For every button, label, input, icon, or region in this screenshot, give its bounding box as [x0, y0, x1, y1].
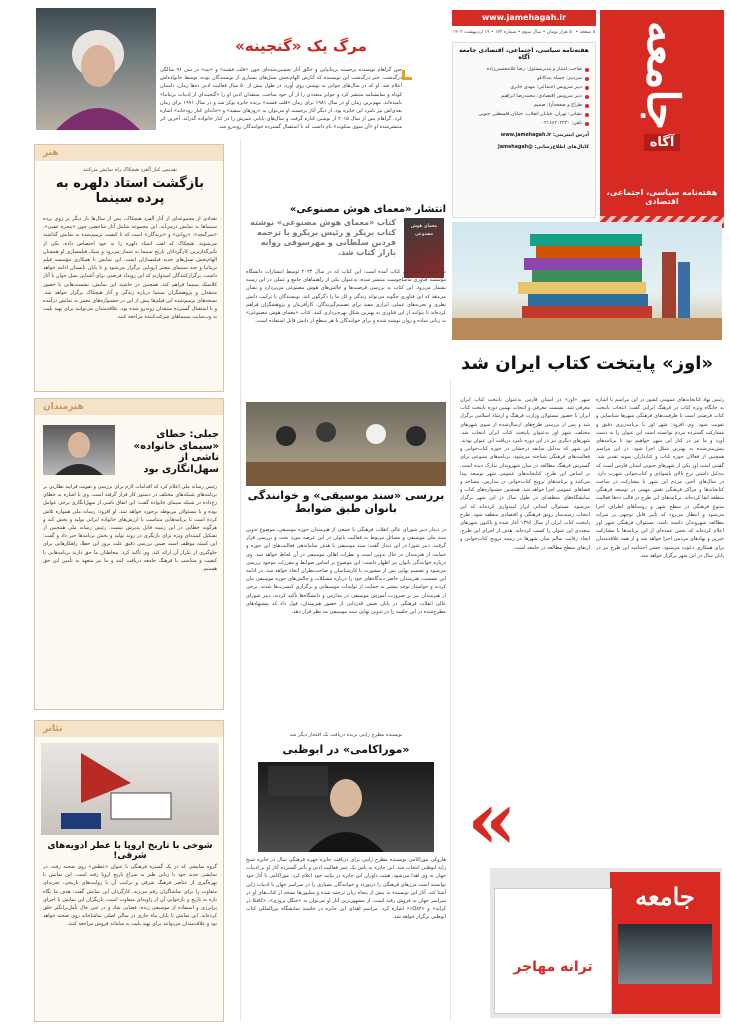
cover-front — [610, 872, 720, 1014]
contact-channel[interactable]: کانال‌های اطلاع‌رسانی: @Jamehagah — [498, 145, 589, 150]
murakami-photo — [258, 762, 434, 852]
theatre-photo — [41, 743, 219, 835]
masthead-tagline: هفته‌نامه سیاسی، اجتماعی، اقتصادی — [606, 188, 718, 206]
art-kicker: تقدیمی کنار آلفرد هیچکاک راه نمایش می‌کنند — [83, 167, 177, 173]
ai-book-title: انتشار «معمای هوش مصنوعی» — [289, 204, 446, 215]
bullet-icon — [585, 86, 589, 90]
theatre-title: شوخی با تاریخ اروپا با عطر ادویه‌های شرقی! — [47, 841, 213, 862]
info-row — [459, 110, 589, 119]
info-row — [459, 92, 589, 101]
quote-icon: « — [467, 773, 517, 867]
section-tag-theatre: تئاتر — [35, 721, 223, 737]
issue-date: ۸ صفحه • ۵۰ هزار تومان • سال سوم • شماره ۱۷۲ • ۱۹ اردیبهشت ۱۴۰۲ — [452, 30, 596, 35]
column-divider — [450, 380, 451, 1020]
bullet-icon — [585, 104, 589, 108]
art-section — [34, 144, 224, 392]
cover-photo — [618, 924, 712, 984]
info-row — [459, 83, 589, 92]
info-row — [459, 101, 589, 110]
obituary-photo — [36, 8, 156, 130]
art-body: تعدادی از مجموعه‌ای از آثار آلفرد هیچکاک، پس از سال‌ها بار دیگر بر روی پرده سینماها به نمایش درمی‌آید. این مجموعه شامل آثار شاخصی چون «پنجره عقبی»، «سرگیجه»، «روانی» و «پرندگان» است که با کیفیت ترمیم‌شده به نمایش گذاشته می‌شوند. هیچکاک که لقب استاد دلهره را به خود اختصاص داده، یکی از تأثیرگذارترین کارگردانان تاریخ سینما به شمار می‌رود و سبک فیلمسازی او همچنان الهام‌بخش نسل‌های جدید فیلمسازان است. این نمایش با همکاری مؤسسه فیلم بریتانیا و چند سینمای معتبر اروپایی برگزار می‌شود و تا پایان تابستان ادامه خواهد داشت. برگزارکنندگان امیدوارند که این رویداد فرصتی برای آشنایی نسل جوان با آثار کلاسیک سینما فراهم کند. همچنین در حاشیه این نمایش، نشست‌هایی با حضور منتقدان و پژوهشگران سینما درباره زندگی و آثار هیچکاک برگزار خواهد شد. نسخه‌های ترمیم‌شده این فیلم‌ها پیش از این در جشنواره‌های معتبر به نمایش درآمده و با استقبال گسترده منتقدان روبه‌رو شده بود. علاقه‌مندان می‌توانند برای تهیه بلیت به وب‌سایت سینماهای شرکت‌کننده مراجعه کنند. — [43, 216, 217, 321]
masthead-logo-small: آگاه — [644, 134, 681, 151]
theatre-section — [34, 720, 224, 1022]
murakami-portrait-image — [258, 762, 434, 852]
masthead-logo-text: جامعه — [637, 21, 688, 130]
portrait-image — [36, 8, 156, 130]
bullet-icon — [585, 122, 589, 126]
murakami-body: هاروکی موراکامی نویسنده مطرح ژاپنی برای دریافت جایزه چهره فرهنگی سال در جایزه شیخ زاید ابوظبی انتخاب شد. این جایزه به پاس یک عمر فعالیت ادبی و تأثیر گسترده آثار او بر ادبیات جهان به وی اهدا می‌شود. هیئت داوران این جایزه در بیانیه خود اعلام کرد: موراکامی با آثار خود توانسته است مرزهای فرهنگی را درنوردد و خوانندگان بسیاری را در سراسر جهان با ادبیات ژاپن آشنا کند. آثار این نویسنده به بیش از پنجاه زبان ترجمه شده و میلیون‌ها نسخه از کتاب‌های او در سراسر جهان به فروش رفته است. از مشهورترین آثار او می‌توان به «جنگل نروژی»، «کافکا در کرانه» و «۱Q۸۴» اشاره کرد. مراسم اهدای این جایزه در حاشیه نمایشگاه بین‌المللی کتاب ابوظبی برگزار خواهد شد. — [246, 857, 446, 921]
artists-section — [34, 398, 224, 710]
ai-book-cover-text: معمای هوش مصنوعی — [410, 223, 438, 237]
obituary-body: جین گراهام نویسنده برجسته بریتانیایی و خالق آثار تحسین‌شده‌ای چون «قلب فشنه» و «تپه» در سن ۹۶ سالگی درگذشت. خبر درگذشت این نویسنده که آثارش الهام‌بخش نسل‌های بسیاری از نویسندگان بوده، توسط خانواده‌اش اعلام شد. او که در سال‌های جوانی به نوشتن روی آورد، در طول بیش از ۵۰ سال فعالیت ادبی ده‌ها رمان، داستان کوتاه و نمایشنامه منتشر کرد و جوایز متعددی را از آن خود ساخت. منتقدان ادبی او را «گنجینه‌ای از ادبیات بریتانیا» نامیده‌اند. مهم‌ترین رمان او در سال ۱۹۸۱ برای رمان «قلب فشنه» برنده جایزه بوکر شد و در سال ۱۹۹۱ برای رمان بعدی‌اش نیز نامزد این جایزه بود. از دیگر آثار برجسته او می‌توان به «روزهای سفید» و «خانه‌ای کنار رودخانه» اشاره کرد. گراهام پس از سال ۲۰۱۵ از نوشتن کناره گرفت و سال‌های پایانی عمرش را در کنار خانواده گذراند. آخرین اثر منتشرشده او «آن سوی سکوت» نام داشت که با استقبال گسترده خوانندگان روبه‌رو شد. — [160, 67, 402, 131]
info-row-text: طراح و صفحه‌آرا: صمیم — [533, 103, 582, 108]
banner-body-column-2: رئیس نهاد کتابخانه‌های عمومی کشور در این مراسم با اشاره به جایگاه ویژه کتاب در فرهنگ ایرانی گفت: انتخاب پایتخت کتاب فرصتی است تا ظرفیت‌های فرهنگی شهرها شناسایی و تقویت شود. وی افزود: شهر اوز با برنامه‌ریزی دقیق و مشارکت گسترده مردم توانسته است این عنوان را به دست آورد و ما نیز در کنار این شهر خواهیم بود تا برنامه‌های پیش‌بینی‌شده به بهترین شکل اجرا شود. در این مراسم همچنین از فعالان حوزه کتاب و کتابداران نمونه تقدیر شد. گفتنی است اوز یکی از شهرهای جنوبی استان فارس است که به‌دلیل داشتن نرخ بالای باسوادی و کتاب‌خوانی شهرت دارد. در سال‌های اخیر، مردم این شهر با مشارکت در ساخت کتابخانه‌ها و مراکز فرهنگی نقش مهمی در توسعه فرهنگی منطقه ایفا کرده‌اند. برنامه‌های این طرح در قالب ده‌ها فعالیت متنوع فرهنگی در سطح شهر و روستاهای اطراف اجرا می‌شود و انتظار می‌رود که تأثیر قابل توجهی بر سرانه مطالعه شهروندان داشته باشد. مسئولان فرهنگی شهر اوز اعلام کرده‌اند که بخش عمده‌ای از این برنامه‌ها با مشارکت خیرین و نهادهای مردمی اجرا خواهد شد و از همه علاقه‌مندان برای همکاری دعوت می‌شود. جشن اختتامیه این طرح نیز در پایان سال در این شهر برگزار خواهد شد. — [596, 397, 724, 559]
bullet-icon — [585, 77, 589, 81]
artists-body: رئیس رسانه ملی اعلام کرد که اقدامات لازم برای بررسی و تقویت فرایند نظارتی بر برنامه‌های شبکه‌های مختلف در دستور کار قرار گرفته است. وی با اشاره به خطای رخ‌داده در شبکه سیمای خانواده گفت: این اتفاق ناشی از سهل‌انگاری برخی عوامل بوده و با مسئولان مربوطه برخورد خواهد شد. او افزود: رسانه ملی همواره تلاش کرده است تا برنامه‌هایی متناسب با ارزش‌های خانواده ایرانی تولید و پخش کند و هرگونه خطایی در این زمینه قابل پذیرش نیست. رئیس رسانه ملی همچنین از تشکیل کمیته‌ای ویژه برای بازنگری در روند تولید و پخش برنامه‌ها خبر داد و گفت: این کمیته موظف است ضمن بررسی دقیق علت بروز این خطا، راهکارهایی برای جلوگیری از تکرار آن ارائه کند. وی تأکید کرد: مخاطبان ما حق دارند برنامه‌هایی با کیفیت و متناسب با فرهنگ جامعه دریافت کنند و ما نیز متعهد به تأمین این حق هستیم. — [43, 484, 217, 573]
music-title: بررسی «سند موسیقی» و خوانندگی بانوان طبق ضوابط — [247, 489, 445, 515]
column-divider — [240, 140, 241, 1020]
info-row-text: تلفن: ۰۲۱۶۶۴۰۲۲۴۰ — [541, 121, 582, 126]
info-row-text: سردبیر: جمیله بیدکانلو — [537, 76, 582, 81]
cover-back — [494, 888, 612, 1014]
bullet-icon — [585, 68, 589, 72]
masthead — [600, 10, 724, 228]
murakami-kicker: نویسنده مطرح ژاپنی برنده دریافت یک افتخار دیگر شد — [289, 732, 403, 738]
music-meeting-photo — [246, 402, 446, 486]
theatre-body: گروه نمایشی که در یک گستره فرهنگی با عنوان «عطش» روی صحنه رفته، در نمایشی جدید خود با زبانی طنز به سراغ تاریخ اروپا رفته است. این نمایش با بهره‌گیری از عناصر فرهنگ شرقی و ترکیب آن با روایت‌های تاریخی، تجربه‌ای متفاوت را برای تماشاگران رقم می‌زند. کارگردان این نمایش گفت: هدف ما نگاه تازه به تاریخ و بازخوانی آن از زاویه‌ای متفاوت است. بازیگران این نمایش با اجرای پرانرژی و استفاده از موسیقی زنده، فضایی شاد و در عین حال تأمل‌برانگیز خلق کرده‌اند. این نمایش تا پایان ماه جاری در سالن اصلی تماشاخانه روی صحنه خواهد بود و علاقه‌مندان می‌توانند برای تهیه بلیت به سامانه فروش مراجعه کنند. — [43, 864, 217, 928]
info-row — [459, 65, 589, 74]
publication-info-box — [452, 42, 596, 218]
obituary-title: مرگ یک «گنجینه» — [235, 37, 367, 55]
bullet-icon — [585, 95, 589, 99]
meeting-image — [246, 402, 446, 486]
info-row-text: دبیر سرویس اقتصادی: محمدرضا ابراهیم — [501, 94, 582, 99]
books-banner-image — [452, 222, 722, 340]
website-url[interactable]: www.jamehagah.ir — [452, 10, 596, 26]
artists-title: جبلی: خطای «سیمای خانواده» ناشی از سهل‌انگاری بود — [133, 429, 219, 475]
info-row-text: دبیر سرویس اجتماعی: مهدی جابری — [510, 85, 582, 90]
stage-image — [41, 743, 219, 835]
info-row-text: صاحب امتیاز و مدیرمسئول: رضا غلامحسین‌زاده — [486, 67, 582, 72]
masthead-logo — [606, 16, 718, 156]
ai-book-body: در معرفی ناشر این کتاب آمده است: این کتاب که در سال ۲۰۲۴ توسط انتشارات دانشگاه مؤسسه فناوری ماساچوست منتشر شده، به‌عنوان یکی از راهنماهای جامع و عملی در این زمینه بشمار می‌رود. این کتاب به بررسی فرصت‌ها و چالش‌های هوش مصنوعی می‌پردازد و نشان می‌دهد که این فناوری چگونه می‌تواند زندگی و کار ما را دگرگون کند. نویسندگان با ترکیب دانش نظری و تجربه‌های عملی، ابزاری مفید برای تصمیم‌گیرندگان، کارآفرینان و پژوهشگران فراهم کرده‌اند تا بتوانند از این فناوری به بهترین شکل بهره‌برداری کنند. کتاب «معمای هوش مصنوعی» به زبانی ساده و روان نوشته شده و برای خوانندگان با هر سطح از دانش قابل استفاده است. — [246, 269, 446, 325]
section-tag-art: هنر — [35, 145, 223, 161]
artist-photo — [43, 425, 115, 475]
info-row — [459, 119, 589, 128]
music-body: در دیدار دبیر شورای عالی انقلاب فرهنگی با جمعی از هنرمندان حوزه موسیقی، موضوع تدوین سند ملی موسیقی و مسائل مربوط به فعالیت بانوان در این عرصه مورد بحث و بررسی قرار گرفت. دبیر شورا در این دیدار گفت: سند موسیقی با هدف ساماندهی فعالیت‌های این حوزه و حمایت از هنرمندان در حال تدوین است و نظرات اهالی موسیقی در آن لحاظ خواهد شد. وی درباره خوانندگی بانوان نیز اظهار داشت: این موضوع بر اساس ضوابط و مقررات موجود بررسی می‌شود و تصمیم نهایی پس از مشورت با کارشناسان و صاحب‌نظران اتخاذ خواهد شد. در ادامه این نشست، هنرمندان حاضر دیدگاه‌های خود را درباره مشکلات و چالش‌های حوزه موسیقی بیان کردند و خواستار توجه بیشتر به حمایت از تولیدات موسیقایی و برگزاری کنسرت‌ها شدند. برخی از هنرمندان نیز بر ضرورت آموزش موسیقی در مدارس و دانشگاه‌ها تأکید کردند. دبیر شورای عالی انقلاب فرهنگی در پایان ضمن قدردانی از حضور هنرمندان، قول داد که پیشنهادهای مطرح‌شده در این جلسه را در تدوین نهایی سند موسیقی مد نظر قرار دهد. — [246, 527, 446, 616]
info-row — [459, 74, 589, 83]
murakami-title: «موراکامی» در ابوظبی — [282, 743, 410, 756]
corner-mark-icon — [402, 70, 412, 80]
publication-info-heading: هفته‌نامه سیاسی، اجتماعی، اقتصادی جامعه آگاه — [459, 47, 589, 61]
cover-logo: جامعه — [635, 882, 695, 911]
bullet-icon — [585, 113, 589, 117]
contact-website[interactable]: آدرس اینترنتی: www.jamehagah.ir — [500, 133, 589, 138]
section-tag-artists: هنرمندان — [35, 399, 223, 415]
banner-headline: «اوز» پایتخت کتاب ایران شد — [460, 353, 714, 374]
book-stack-image — [452, 222, 722, 340]
art-title: بازگشت استاد دلهره به پرده سینما — [55, 176, 205, 206]
man-portrait-image — [43, 425, 115, 475]
banner-body-column-1: شهر «اوز» در استان فارس به‌عنوان پایتخت کتاب ایران معرفی شد. نشست معرفی و انتخاب نهمین دوره پایتخت کتاب ایران با حضور مسئولان وزارت فرهنگ و ارشاد اسلامی برگزار شد و پس از بررسی طرح‌های ارسال‌شده از سوی شهرهای مختلف، شهر اوز به‌عنوان پایتخت کتاب ایران انتخاب شد. شهرهای دیگری نیز در این دوره نامزد دریافت این عنوان بودند. این شهر که به‌دلیل سابقه درخشان در حوزه کتاب‌خوانی و فعالیت‌های فرهنگی شناخته می‌شود، برنامه‌های متنوعی برای گسترش فرهنگ مطالعه در میان شهروندان تدارک دیده است. بر اساس این طرح، کتابخانه‌های عمومی شهر توسعه پیدا می‌کنند و برنامه‌های ترویج کتاب‌خوانی در مدارس، مساجد و فضاهای عمومی اجرا خواهد شد. همچنین جشنواره‌های کتاب و نمایشگاه‌های منطقه‌ای در طول سال در این شهر برگزار می‌شود. مسئولان استانی ابراز امیدواری کرده‌اند که این انتخاب زمینه‌ساز رونق فرهنگی و اقتصادی منطقه شود. طرح پایتخت کتاب ایران از سال ۱۳۹۶ آغاز شده و تاکنون شهرهای متعددی این عنوان را کسب کرده‌اند. هدف از اجرای این طرح، ایجاد رقابت سالم میان شهرها در زمینه ترویج کتاب‌خوانی و ارتقای سطح مطالعه در جامعه است. — [460, 397, 590, 551]
info-row-text: نشانی: تهران، خیابان انقلاب، خیابان فلسطین جنوبی — [478, 112, 582, 117]
cover-headline: ترانه مهاجر — [513, 959, 593, 975]
previous-issue-cover[interactable] — [490, 868, 722, 1018]
ai-book-subtitle: کتاب «معمای هوش مصنوعی» نوشته کتاب بریکز و رئیس بریکزو با ترجمه فردین سلطانی و مهرسوفی روانه بازار کتاب شد. — [250, 218, 396, 257]
